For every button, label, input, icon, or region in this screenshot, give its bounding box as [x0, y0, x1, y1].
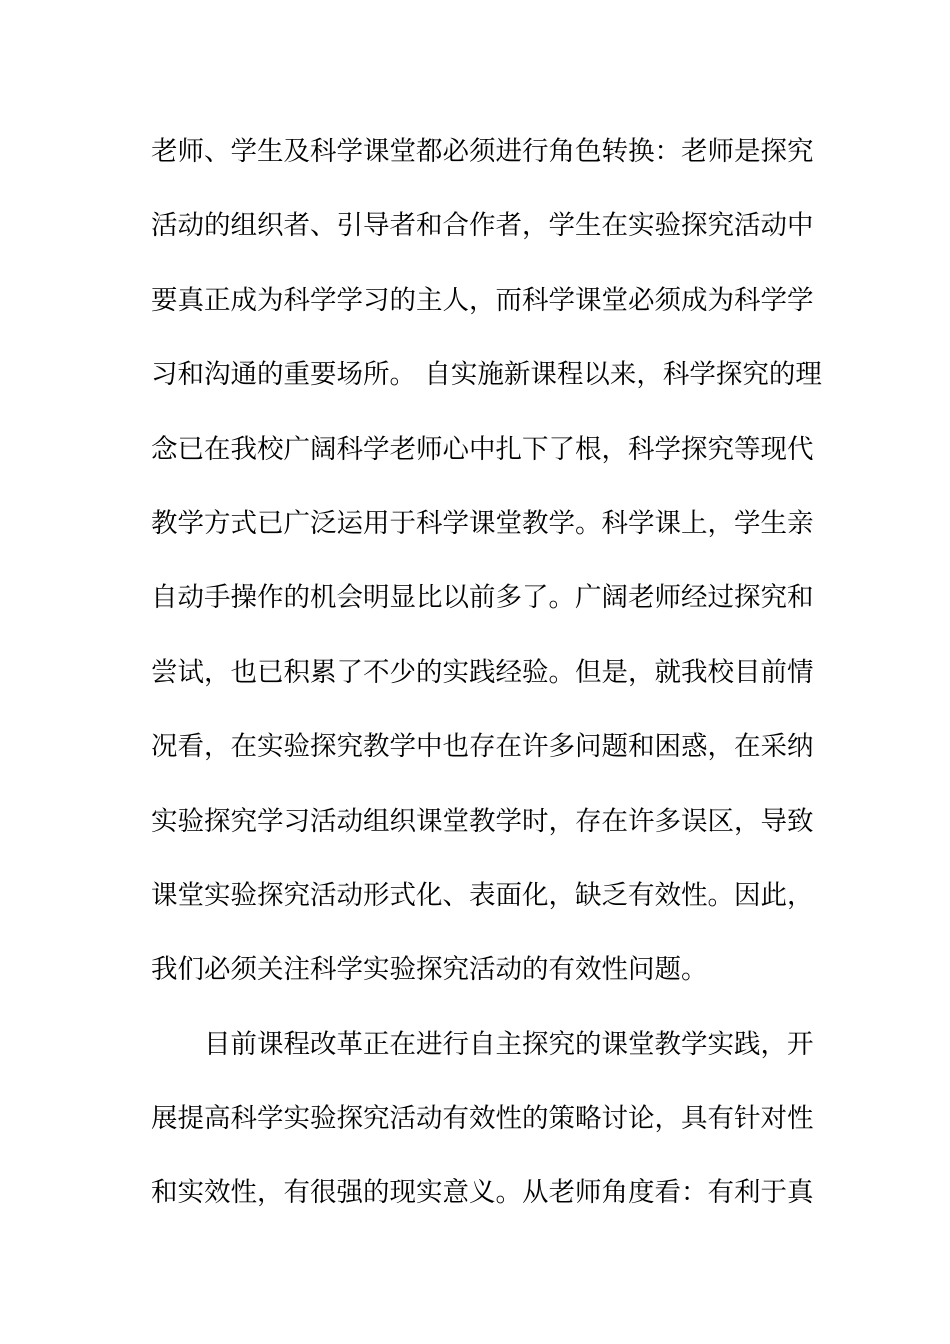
text-line: 习和沟通的重要场所。 自实施新课程以来，科学探究的理: [151, 359, 822, 391]
text-line: 况看，在实验探究教学中也存在许多问题和困惑，在采纳: [151, 731, 814, 763]
text-line: 自动手操作的机会明显比以前多了。广阔老师经过探究和: [151, 582, 814, 614]
text-line: 展提高科学实验探究活动有效性的策略讨论，具有针对性: [151, 1103, 814, 1135]
text-line: 实验探究学习活动组织课堂教学时，存在许多误区，导致: [151, 805, 814, 837]
text-line: 尝试，也已积累了不少的实践经验。但是，就我校目前情: [151, 656, 814, 688]
text-line: 教学方式已广泛运用于科学课堂教学。科学课上，学生亲: [151, 507, 814, 539]
text-line: 念已在我校广阔科学老师心中扎下了根，科学探究等现代: [151, 433, 814, 465]
text-line: 活动的组织者、引导者和合作者，学生在实验探究活动中: [151, 210, 814, 242]
paragraph-start-line: 目前课程改革正在进行自主探究的课堂教学实践，开: [204, 1028, 814, 1060]
text-line: 和实效性，有很强的现实意义。从老师角度看：有利于真: [151, 1177, 814, 1209]
text-line: 老师、学生及科学课堂都必须进行角色转换：老师是探究: [151, 136, 814, 167]
text-line: 要真正成为科学学习的主人，而科学课堂必须成为科学学: [151, 284, 814, 316]
text-line: 课堂实验探究活动形式化、表面化，缺乏有效性。因此，: [151, 879, 814, 911]
body-text: [151, 127, 822, 1243]
text-line: 我们必须关注科学实验探究活动的有效性问题。: [151, 954, 708, 986]
